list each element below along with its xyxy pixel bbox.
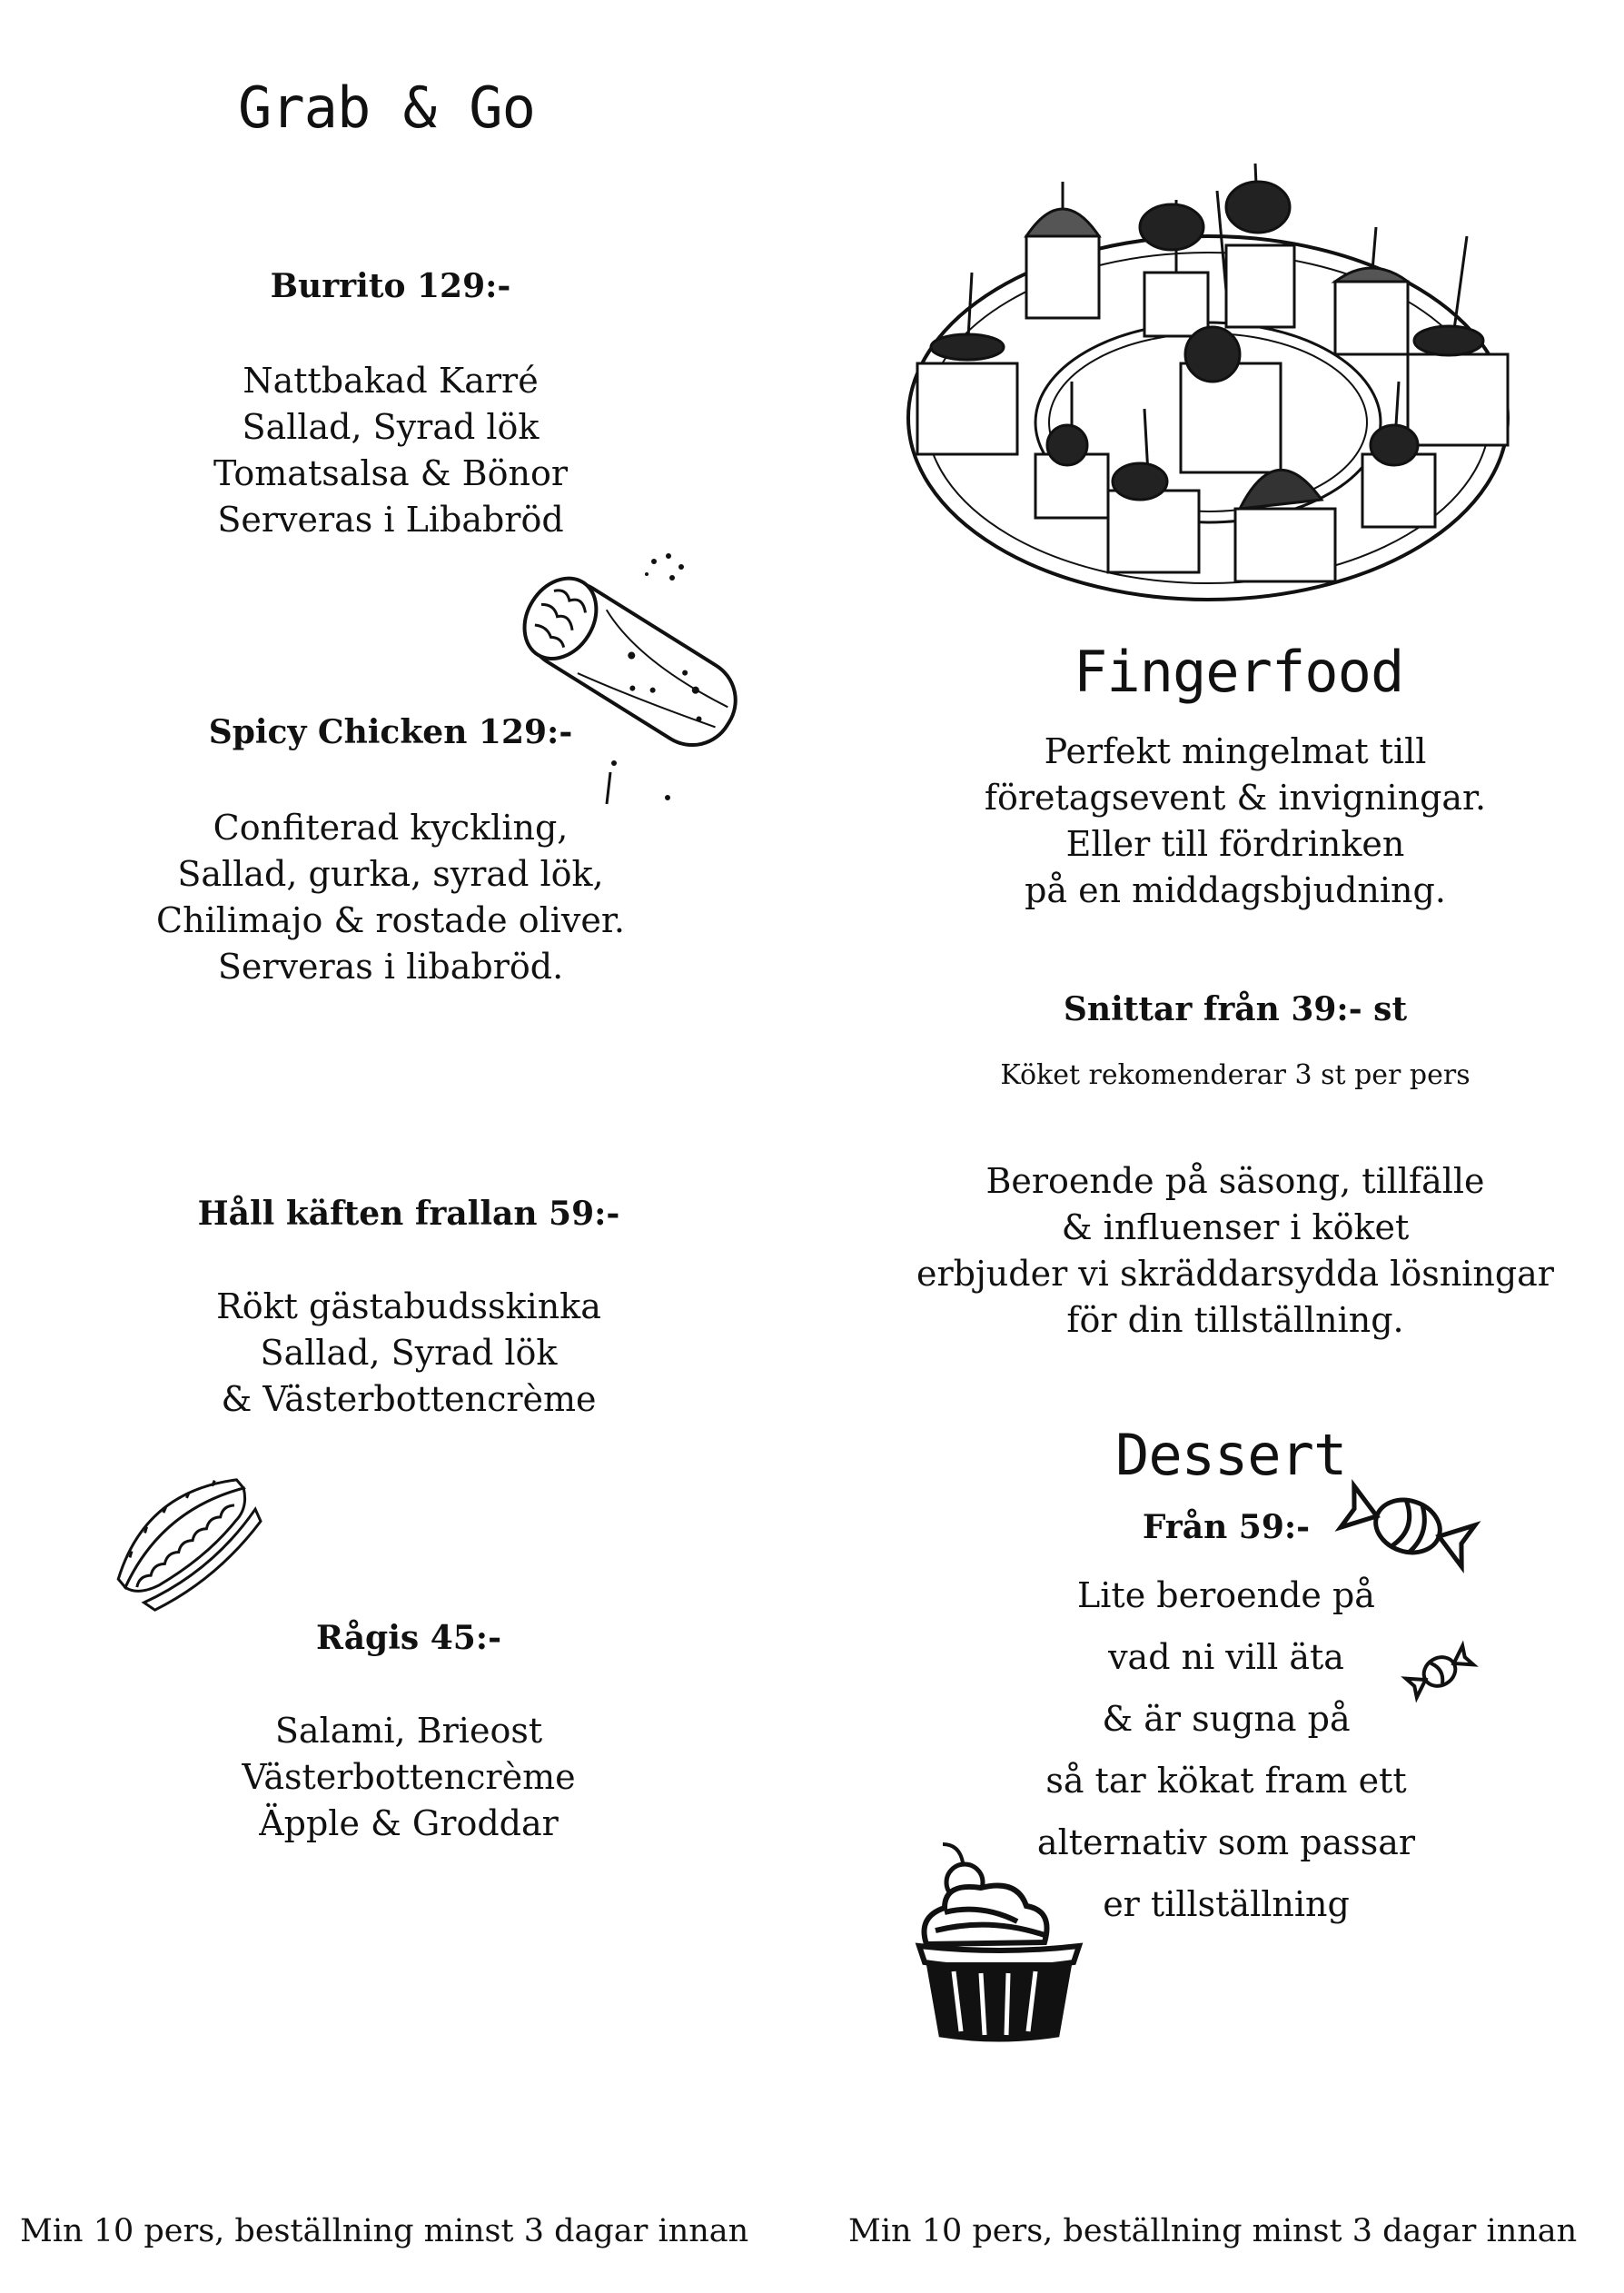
- snittar-note: Köket rekomenderar 3 st per pers: [1000, 1059, 1471, 1091]
- hall-kaften-line: Sallad, Syrad lök: [260, 1333, 558, 1373]
- ragis-title: Rågis 45:-: [315, 1619, 502, 1657]
- dessert-line: & är sugna på: [1102, 1699, 1351, 1739]
- dessert-line: vad ni vill äta: [1108, 1637, 1344, 1677]
- hall-kaften-line: & Västerbottencrème: [221, 1379, 597, 1419]
- spicy-chicken-title: Spicy Chicken 129:-: [208, 713, 573, 751]
- ragis-line: Västerbottencrème: [242, 1757, 576, 1797]
- fingerfood-intro-line: på en middagsbjudning.: [1025, 870, 1446, 910]
- cupcake-icon: [908, 1835, 1090, 2044]
- right-footer: Min 10 pers, beställning minst 3 dagar innan: [848, 2213, 1578, 2249]
- fingerfood-extra-line: för din tillställning.: [1066, 1300, 1404, 1340]
- fingerfood-extra-line: erbjuder vi skräddarsydda lösningar: [916, 1254, 1554, 1294]
- ragis-description: [136, 1708, 681, 1847]
- hall-kaften-line: Rökt gästabudsskinka: [216, 1286, 601, 1326]
- burrito-line: Serveras i Libabröd: [217, 500, 564, 540]
- fingerfood-intro: [917, 729, 1553, 914]
- burrito-illustration: [490, 545, 772, 809]
- fingerfood-extra-line: Beroende på säsong, tillfälle: [985, 1161, 1485, 1201]
- hall-kaften-description: [118, 1284, 699, 1423]
- burrito-line: Nattbakad Karré: [243, 361, 539, 401]
- dessert-price: Från 59:-: [1142, 1508, 1311, 1546]
- fingerfood-title: Fingerfood: [1074, 639, 1404, 705]
- burrito-line: Sallad, Syrad lök: [242, 407, 540, 447]
- fingerfood-intro-line: Perfekt mingelmat till: [1044, 731, 1427, 771]
- hall-kaften-title: Håll käften frallan 59:-: [197, 1195, 620, 1233]
- dessert-title: Dessert: [1115, 1422, 1347, 1488]
- dessert-line: så tar kökat fram ett: [1045, 1761, 1407, 1801]
- dessert-line: Lite beroende på: [1077, 1575, 1375, 1615]
- grab-and-go-title: Grab & Go: [238, 74, 535, 141]
- spicy-chicken-line: Confiterad kyckling,: [213, 808, 569, 848]
- baguette-sandwich-illustration: [95, 1454, 277, 1626]
- burrito-title: Burrito 129:-: [270, 267, 511, 305]
- spicy-chicken-line: Sallad, gurka, syrad lök,: [177, 854, 604, 894]
- spicy-chicken-description: [91, 805, 690, 990]
- snittar-price: Snittar från 39:- st: [1063, 990, 1408, 1028]
- dessert-line: er tillställning: [1103, 1884, 1350, 1924]
- spicy-chicken-line: Serveras i libabröd.: [217, 947, 564, 987]
- spicy-chicken-line: Chilimajo & rostade oliver.: [156, 900, 625, 940]
- dessert-line: alternativ som passar: [1036, 1822, 1416, 1862]
- burrito-description: [118, 358, 663, 543]
- fingerfood-intro-line: företagsevent & invigningar.: [984, 778, 1487, 818]
- ragis-line: Salami, Brieost: [274, 1711, 543, 1751]
- fingerfood-intro-line: Eller till fördrinken: [1065, 824, 1405, 864]
- fingerfood-extra-line: & influenser i köket: [1061, 1207, 1410, 1247]
- ragis-line: Äpple & Groddar: [259, 1803, 559, 1843]
- burrito-line: Tomatsalsa & Bönor: [213, 453, 568, 493]
- canape-platter-illustration: [899, 109, 1517, 618]
- fingerfood-extra: [872, 1158, 1599, 1344]
- left-footer: Min 10 pers, beställning minst 3 dagar innan: [20, 2213, 749, 2249]
